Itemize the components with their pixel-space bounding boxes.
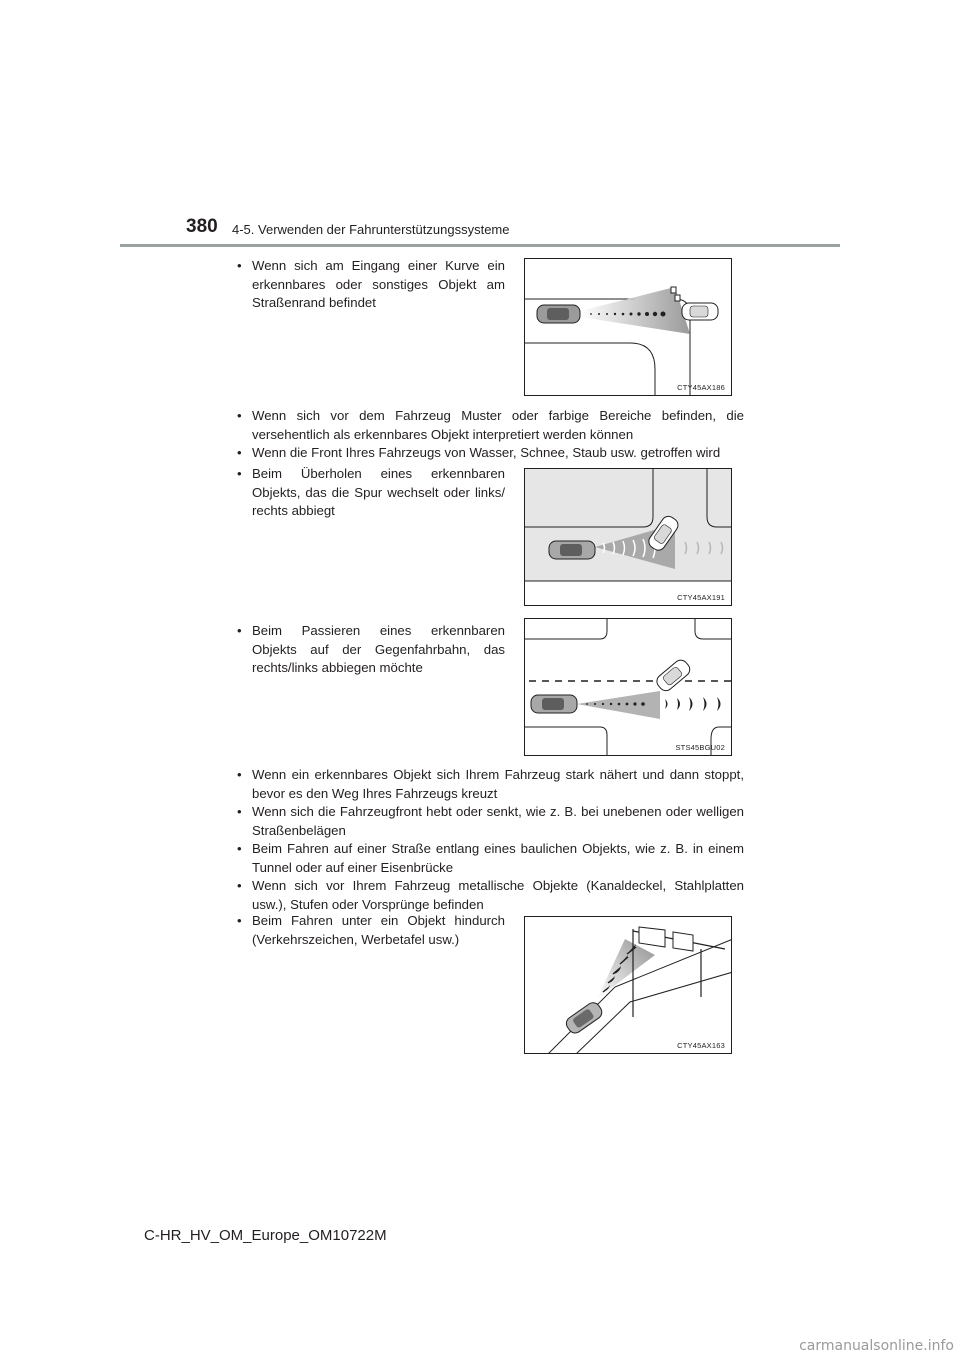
overhead-sign-illustration [525, 917, 732, 1054]
document-id: C-HR_HV_OM_Europe_OM10722M [144, 1227, 387, 1244]
bullet-block-4 [237, 622, 505, 678]
watermark[interactable]: carmanualsonline.info [799, 1338, 954, 1354]
bullet-block-1 [237, 257, 505, 313]
target-car [682, 303, 718, 320]
bullet-item: • Beim Fahren unter ein Objekt hindurch (Verkehrszeichen, Werbetafel usw.) [237, 912, 505, 949]
bullet-item: • Wenn sich die Fahrzeugfront hebt oder senkt, wie z. B. bei unebenen oder welligen Straßenbelägen [237, 803, 744, 840]
figure-code: CTY45AX163 [677, 1041, 725, 1050]
figure-overtaking [524, 468, 732, 606]
section-title: 4-5. Verwenden der Fahrunterstützungssysteme [232, 222, 510, 237]
figure-code: STS45BGU02 [675, 743, 725, 752]
bullet-item: • Wenn sich am Eingang einer Kurve ein erkennbares oder sonstiges Objekt am Straßenrand befindet [237, 257, 505, 313]
bullet-block-6 [237, 912, 505, 949]
overtaking-illustration [525, 469, 732, 606]
figure-code: CTY45AX186 [677, 383, 725, 392]
bullet-item: • Wenn sich vor Ihrem Fahrzeug metallische Objekte (Kanaldeckel, Stahlplatten usw.), Stufen oder Vorsprünge befinden [237, 877, 744, 914]
bullet-block-2 [237, 407, 744, 463]
own-car [531, 695, 577, 713]
own-car [564, 1000, 605, 1036]
figure-overhead-sign [524, 916, 732, 1054]
curve-illustration [525, 259, 732, 396]
bullet-item: • Wenn ein erkennbares Objekt sich Ihrem Fahrzeug stark nähert und dann stoppt, bevor es den Weg Ihres Fahrzeugs kreuzt [237, 766, 744, 803]
own-car [537, 305, 580, 323]
bullet-item: • Beim Fahren auf einer Straße entlang eines baulichen Objekts, wie z. B. in einem Tunnel oder auf einer Eisenbrücke [237, 840, 744, 877]
oncoming-illustration [525, 619, 732, 756]
bullet-item: • Beim Überholen eines erkennbaren Objekts, das die Spur wechselt oder links/ rechts abbiegt [237, 465, 505, 521]
figure-oncoming-turn [524, 618, 732, 756]
header-rule [120, 244, 840, 247]
oncoming-car [654, 657, 693, 693]
bullet-block-5 [237, 766, 744, 914]
bullet-item: • Beim Passieren eines erkennbaren Objekts auf der Gegenfahrbahn, das rechts/links abbiegen möchte [237, 622, 505, 678]
figure-code: CTY45AX191 [677, 593, 725, 602]
bullet-item: • Wenn die Front Ihres Fahrzeugs von Wasser, Schnee, Staub usw. getroffen wird [237, 444, 744, 463]
overhead-signs [639, 927, 693, 951]
own-car [549, 541, 595, 559]
page-number: 380 [186, 216, 218, 237]
bullet-block-3 [237, 465, 505, 521]
figure-curve-entrance [524, 258, 732, 396]
bullet-item: • Wenn sich vor dem Fahrzeug Muster oder farbige Bereiche befinden, die versehentlich als erkennbares Objekt interpretiert werden können [237, 407, 744, 444]
